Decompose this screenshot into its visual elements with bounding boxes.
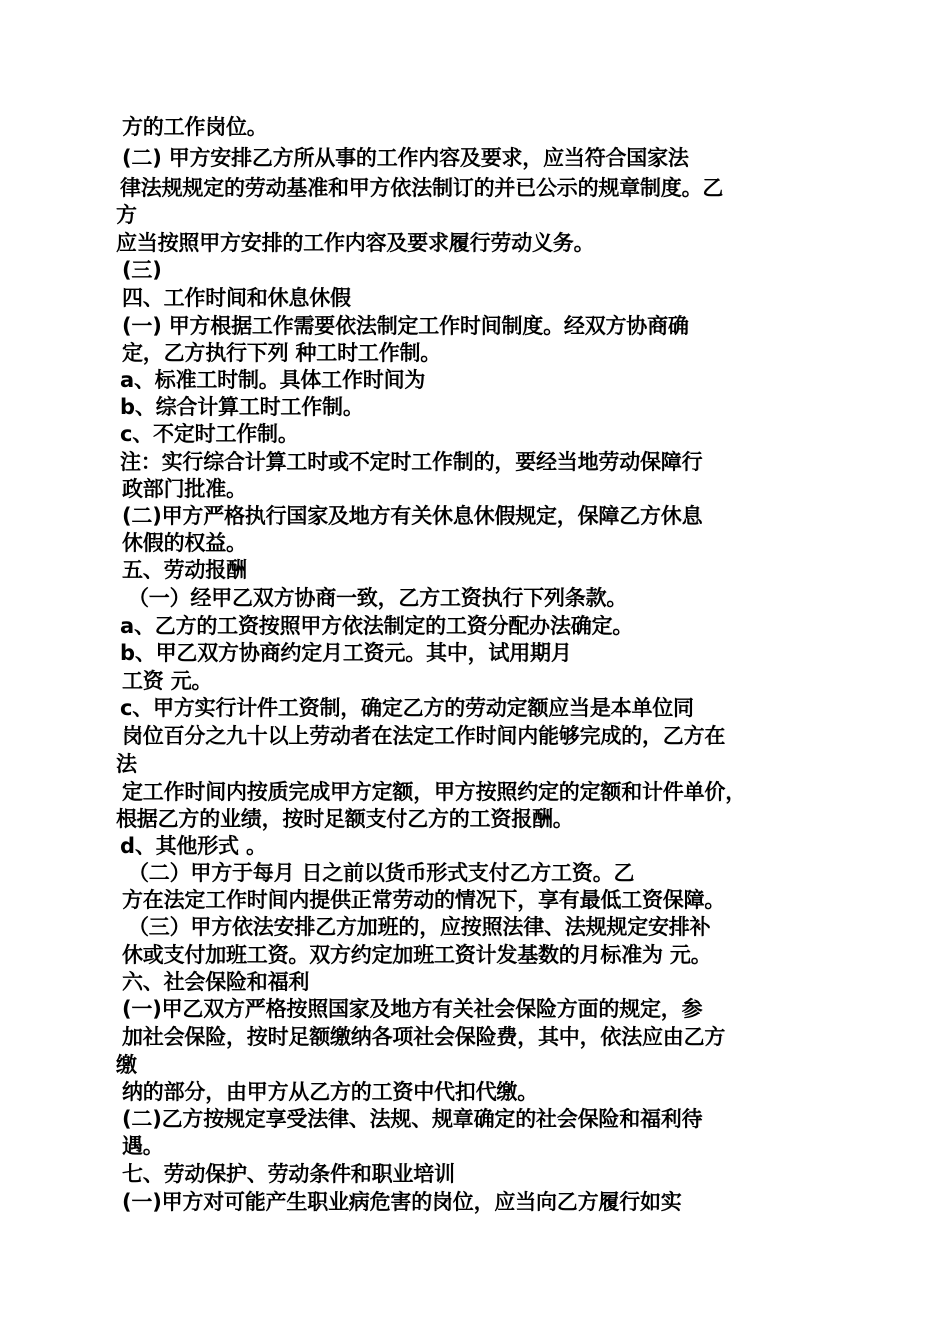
text-line: (二) 甲方安排乙方所从事的工作内容及要求，应当符合国家法 xyxy=(122,146,689,170)
section-heading: 七、劳动保护、劳动条件和职业培训 xyxy=(122,1162,455,1186)
text-line: c、不定时工作制。 xyxy=(120,422,299,446)
text-line: 注：实行综合计算工时或不定时工作制的，要经当地劳动保障行 xyxy=(120,450,703,474)
text-line: 岗位百分之九十以上劳动者在法定工作时间内能够完成的，乙方在 xyxy=(122,724,726,748)
text-line: (二)乙方按规定享受法律、法规、规章确定的社会保险和福利待 xyxy=(122,1107,703,1131)
text-line: (一)甲乙双方严格按照国家及地方有关社会保险方面的规定，参 xyxy=(122,997,703,1021)
section-heading: 四、工作时间和休息休假 xyxy=(122,286,351,310)
section-heading: 六、社会保险和福利 xyxy=(122,970,310,994)
text-line: 政部门批准。 xyxy=(122,477,247,501)
text-line: 工资 元。 xyxy=(122,669,213,693)
text-line: （二）甲方于每月 日之前以货币形式支付乙方工资。乙 xyxy=(128,861,635,885)
text-line: c、甲方实行计件工资制，确定乙方的劳动定额应当是本单位同 xyxy=(120,696,694,720)
text-line: 遇。 xyxy=(122,1134,164,1158)
text-line: 定，乙方执行下列 种工时工作制。 xyxy=(122,341,442,365)
text-line: (三) xyxy=(122,258,162,282)
text-line: 律法规规定的劳动基准和甲方依法制订的并已公示的规章制度。乙 xyxy=(120,176,724,200)
section-heading: 五、劳动报酬 xyxy=(122,558,247,582)
text-line: 定工作时间内按质完成甲方定额，甲方按照约定的定额和计件单价， xyxy=(122,780,746,804)
text-line: d、其他形式 。 xyxy=(120,834,267,858)
text-line: 缴 xyxy=(116,1053,137,1077)
text-line: 法 xyxy=(116,752,137,776)
text-line: 方在法定工作时间内提供正常劳动的情况下，享有最低工资保障。 xyxy=(122,888,726,912)
text-line: (二)甲方严格执行国家及地方有关休息休假规定，保障乙方休息 xyxy=(122,504,703,528)
text-line: b、综合计算工时工作制。 xyxy=(120,395,364,419)
text-line: 休假的权益。 xyxy=(122,531,247,555)
text-line: a、标准工时制。具体工作时间为 xyxy=(120,368,426,392)
text-line: （三）甲方依法安排乙方加班的，应按照法律、法规规定安排补 xyxy=(128,915,711,939)
text-line: (一)甲方对可能产生职业病危害的岗位，应当向乙方履行如实 xyxy=(122,1190,682,1214)
text-line: 纳的部分，由甲方从乙方的工资中代扣代缴。 xyxy=(122,1080,538,1104)
text-line: （一）经甲乙双方协商一致，乙方工资执行下列条款。 xyxy=(128,586,628,610)
text-line: 方的工作岗位。 xyxy=(122,115,268,139)
text-line: 根据乙方的业绩，按时足额支付乙方的工资报酬。 xyxy=(116,807,574,831)
text-line: b、甲乙双方协商约定月工资元。其中，试用期月 xyxy=(120,641,572,665)
text-line: 方 xyxy=(116,203,137,227)
text-line: 休或支付加班工资。双方约定加班工资计发基数的月标准为 元。 xyxy=(122,943,712,967)
text-line: 加社会保险，按时足额缴纳各项社会保险费，其中，依法应由乙方 xyxy=(122,1025,726,1049)
text-line: (一) 甲方根据工作需要依法制定工作时间制度。经双方协商确 xyxy=(122,314,689,338)
text-line: 应当按照甲方安排的工作内容及要求履行劳动义务。 xyxy=(116,231,595,255)
text-line: a、乙方的工资按照甲方依法制定的工资分配办法确定。 xyxy=(120,614,634,638)
